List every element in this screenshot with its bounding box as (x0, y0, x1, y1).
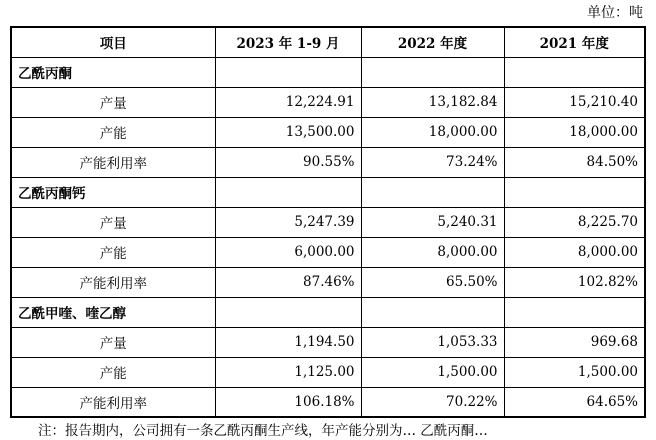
table-row (11, 267, 645, 297)
value-2022: 73.24% (361, 147, 504, 177)
group-name: 乙酰甲喹、喹乙醇 (11, 297, 215, 327)
table-row (11, 357, 645, 387)
group-row (11, 177, 645, 207)
value-2022: 1,053.33 (361, 327, 504, 357)
unit-label: 单位：吨 (587, 5, 643, 21)
group-row (11, 297, 645, 327)
metric-label: 产量 (11, 87, 215, 117)
value-2023: 13,500.00 (215, 117, 361, 147)
value-2021: 8,000.00 (504, 237, 645, 267)
empty-cell (504, 57, 645, 87)
empty-cell (361, 57, 504, 87)
value-2023: 1,125.00 (215, 357, 361, 387)
empty-cell (504, 297, 645, 327)
table-header-row (11, 27, 645, 57)
value-2021: 1,500.00 (504, 357, 645, 387)
value-2022: 1,500.00 (361, 357, 504, 387)
capacity-table (10, 26, 646, 418)
group-row (11, 57, 645, 87)
metric-label: 产能 (11, 117, 215, 147)
value-2021: 18,000.00 (504, 117, 645, 147)
metric-label: 产能 (11, 357, 215, 387)
table-row (11, 207, 645, 237)
empty-cell (215, 297, 361, 327)
value-2023: 5,247.39 (215, 207, 361, 237)
footnote: 注：报告期内，公司拥有一条乙酰丙酮生产线，年产能分别为… 乙酰丙酮… (38, 423, 488, 439)
metric-label: 产能利用率 (11, 267, 215, 297)
value-2021: 84.50% (504, 147, 645, 177)
header-2023: 2023 年 1-9 月 (215, 27, 361, 57)
header-2022: 2022 年度 (361, 27, 504, 57)
table-row (11, 327, 645, 357)
group-name: 乙酰丙酮 (11, 57, 215, 87)
empty-cell (504, 177, 645, 207)
value-2021: 64.65% (504, 387, 645, 417)
empty-cell (361, 297, 504, 327)
empty-cell (215, 177, 361, 207)
value-2023: 87.46% (215, 267, 361, 297)
value-2022: 5,240.31 (361, 207, 504, 237)
value-2023: 1,194.50 (215, 327, 361, 357)
metric-label: 产能 (11, 237, 215, 267)
value-2022: 8,000.00 (361, 237, 504, 267)
value-2023: 90.55% (215, 147, 361, 177)
metric-label: 产量 (11, 207, 215, 237)
header-2021: 2021 年度 (504, 27, 645, 57)
header-item: 项目 (11, 27, 215, 57)
table-row (11, 237, 645, 267)
value-2022: 65.50% (361, 267, 504, 297)
empty-cell (215, 57, 361, 87)
empty-cell (361, 177, 504, 207)
table-row (11, 147, 645, 177)
value-2021: 102.82% (504, 267, 645, 297)
value-2022: 70.22% (361, 387, 504, 417)
metric-label: 产量 (11, 327, 215, 357)
metric-label: 产能利用率 (11, 147, 215, 177)
value-2023: 106.18% (215, 387, 361, 417)
value-2022: 13,182.84 (361, 87, 504, 117)
table-row (11, 387, 645, 417)
metric-label: 产能利用率 (11, 387, 215, 417)
value-2023: 12,224.91 (215, 87, 361, 117)
value-2021: 8,225.70 (504, 207, 645, 237)
group-name: 乙酰丙酮钙 (11, 177, 215, 207)
table-row (11, 87, 645, 117)
value-2023: 6,000.00 (215, 237, 361, 267)
value-2021: 15,210.40 (504, 87, 645, 117)
table-row (11, 117, 645, 147)
value-2021: 969.68 (504, 327, 645, 357)
value-2022: 18,000.00 (361, 117, 504, 147)
